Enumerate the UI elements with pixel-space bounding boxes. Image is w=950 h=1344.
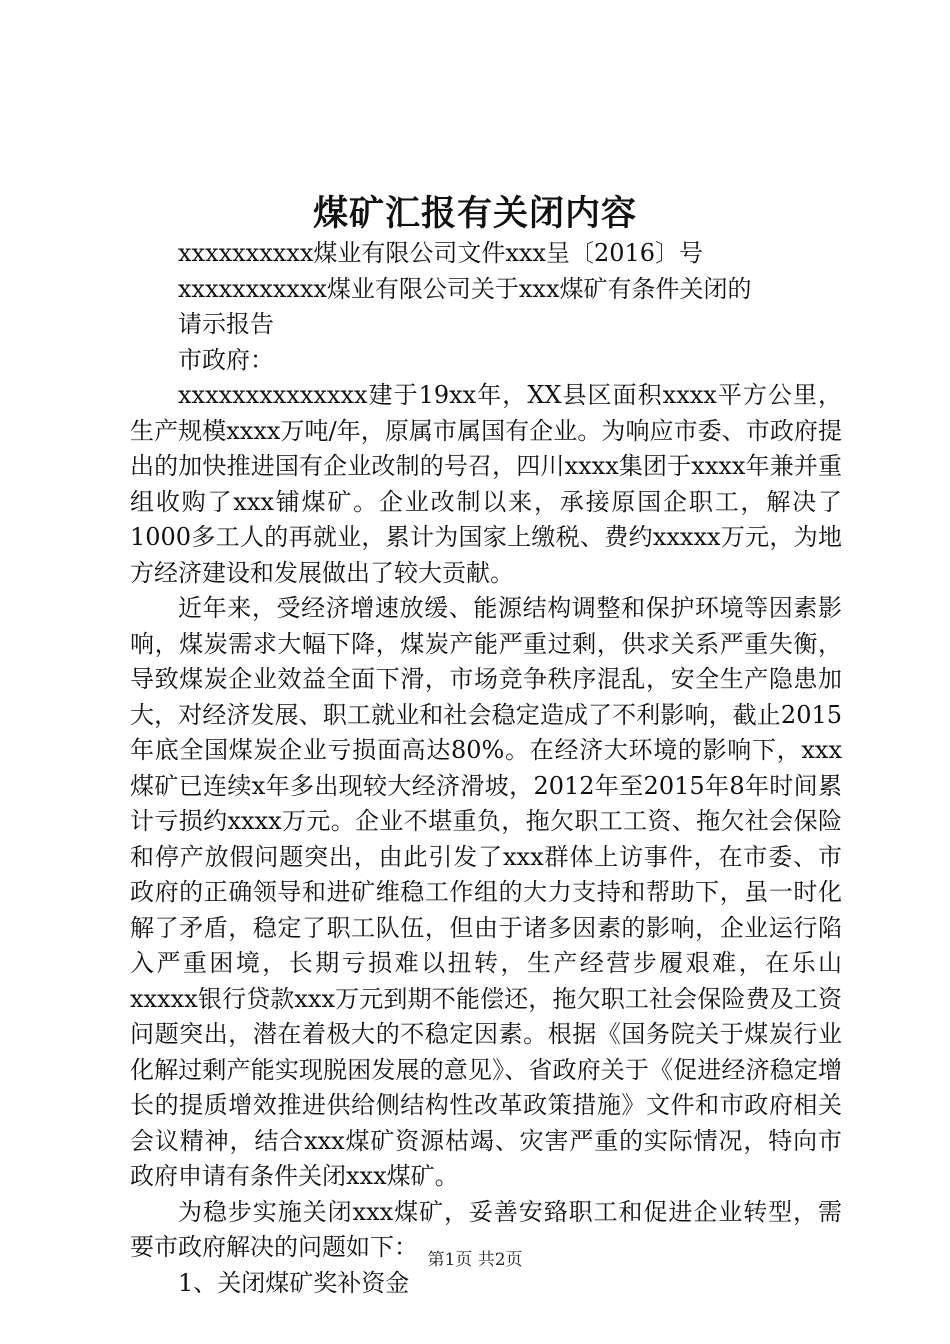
paragraph-background: xxxxxxxxxxxxxx建于19xx年，XX县区面积xxxx平方公里，生产规模xxxx万吨/年，原属市属国有企业。为响应市委、市政府提出的加快推进国有企业改制的号召，四川xxxx集团于xxxx年兼并重组收购了xxx铺煤矿。企业改制以来，承接原国企职工，解决了1000多工人的再就业，累计为国家上缴税、费约xxxxx万元，为地方经济建设和发展做出了较大贡献。 xyxy=(130,381,842,587)
page-footer: 第1页 共2页 xyxy=(427,1250,523,1270)
paragraph-request: 为稳步实施关闭xxx煤矿，妥善安臵职工和促进企业转型，需要市政府解决的问题如下： xyxy=(130,1197,842,1261)
addressee: 市政府： xyxy=(178,345,274,374)
subject-line-continued: 请示报告 xyxy=(178,310,274,338)
file-number-line: xxxxxxxxxx煤业有限公司文件xxx呈〔2016〕号 xyxy=(178,239,704,267)
subject-line: xxxxxxxxxxx煤业有限公司关于xxx煤矿有条件关闭的 xyxy=(178,274,752,303)
document-body xyxy=(130,236,842,1301)
list-item-1: 1、关闭煤矿奖补资金 xyxy=(178,1268,410,1297)
paragraph-situation: 近年来，受经济增速放缓、能源结构调整和保护环境等因素影响，煤炭需求大幅下降，煤炭产能严重过剩，供求关系严重失衡，导致煤炭企业效益全面下滑，市场竞争秩序混乱，安全生产隐患加大，对经济发展、职工就业和社会稳定造成了不利影响，截止2015年底全国煤炭企业亏损面高达80%。在经济大环境的影响下，xxx煤矿已连续x年多出现较大经济滑坡，2012年至2015年8年时间累计亏损约xxxx万元。企业不堪重负，拖欠职工工资、拖欠社会保险和停产放假问题突出，由此引发了xxx群体上访事件，在市委、市政府的正确领导和进矿维稳工作组的大力支持和帮助下，虽一时化解了矛盾，稳定了职工队伍，但由于诸多因素的影响，企业运行陷入严重困境，长期亏损难以扭转，生产经营步履艰难，在乐山xxxxx银行贷款xxx万元到期不能偿还，拖欠职工社会保险费及工资问题突出，潜在着极大的不稳定因素。根据《国务院关于煤炭行业化解过剩产能实现脱困发展的意见》、省政府关于《促进经济稳定增长的提质增效推进供给侧结构性改革政策措施》文件和市政府相关会议精神，结合xxx煤矿资源枯竭、灾害严重的实际情况，特向市政府申请有条件关闭xxx煤矿。 xyxy=(130,594,842,1190)
document-title: 煤矿汇报有关闭内容 xyxy=(312,193,637,234)
